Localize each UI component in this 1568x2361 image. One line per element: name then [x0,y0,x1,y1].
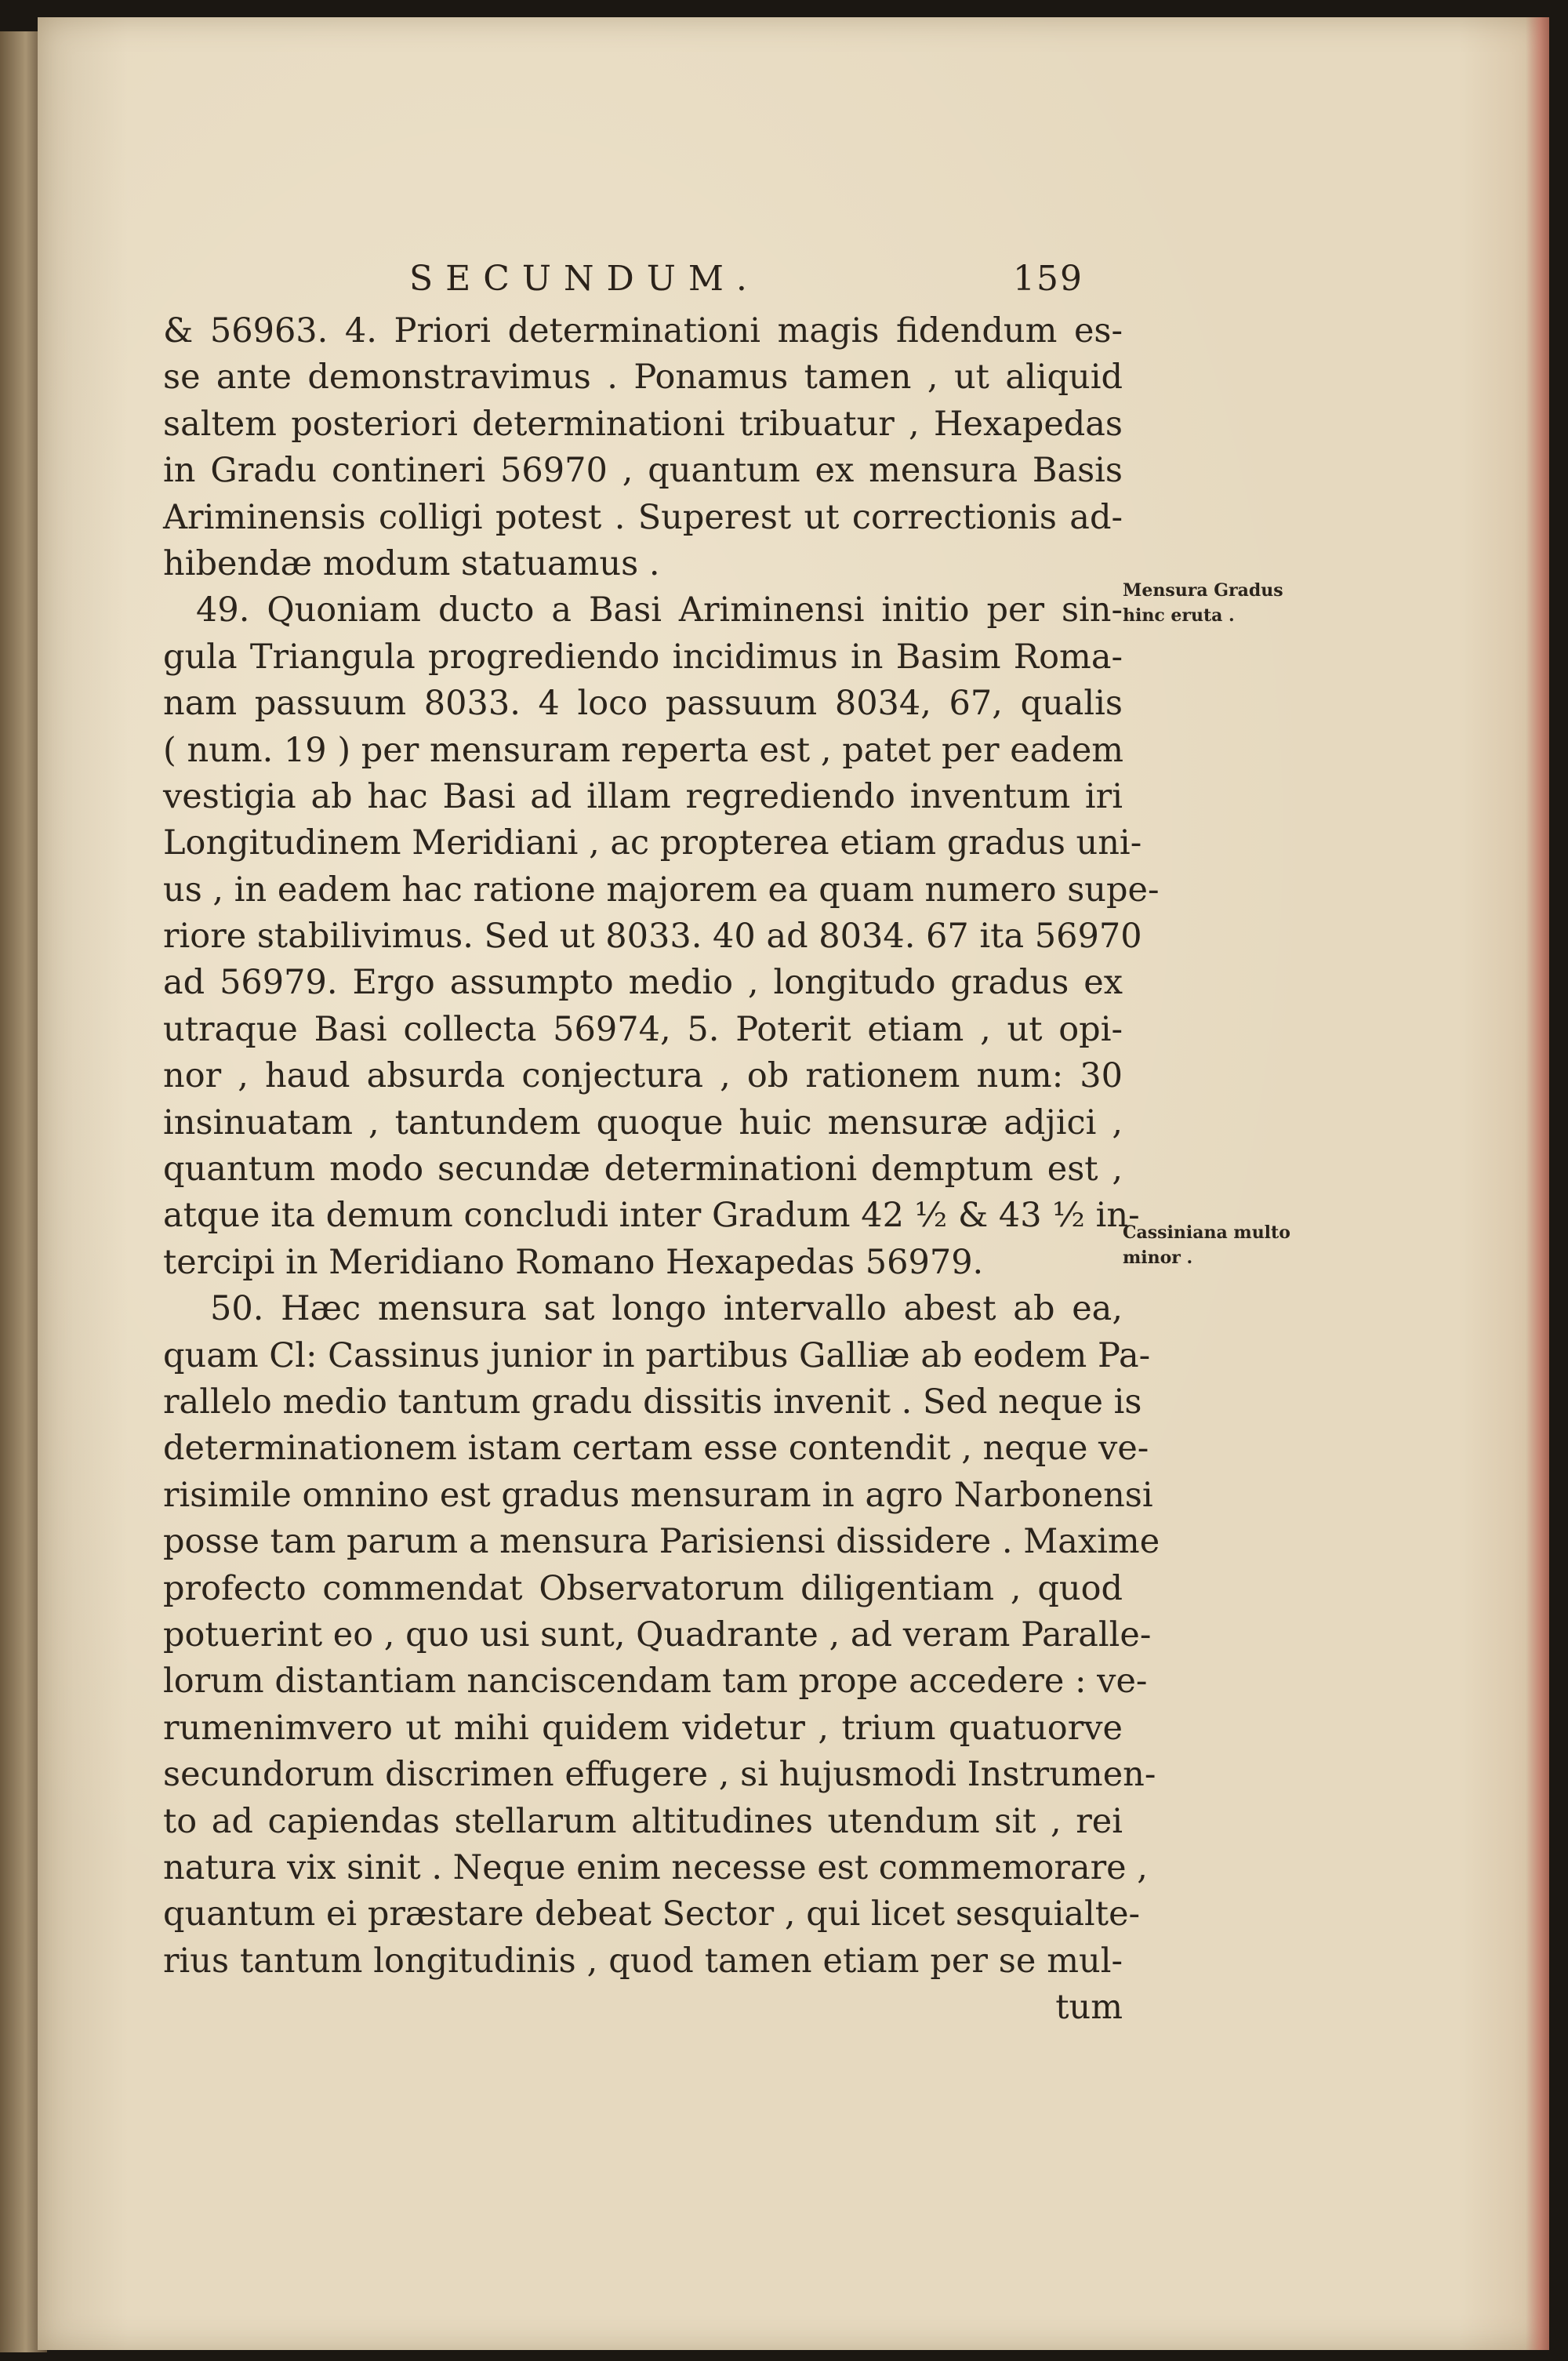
text-line: secundorum discrimen effugere , si hujusmodi Instrumen- [163,1755,1156,1795]
text-line: rumenimvero ut mihi quidem videtur , trium quatuorve [163,1708,1123,1748]
text-line: Longitudinem Meridiani , ac propterea etiam gradus uni- [163,823,1142,863]
text-line: posse tam parum a mensura Parisiensi dissidere . Maxime [163,1522,1160,1562]
text-line: Ariminensis colligi potest . Superest ut correctionis ad- [163,497,1123,537]
text-line: profecto commendat Observatorum diligentiam , quod [163,1568,1123,1608]
text-line: saltem posteriori determinationi tribuatur , Hexapedas [163,404,1123,444]
text-line: gula Triangula progrediendo incidimus in Basim Roma- [163,637,1123,677]
text-line: ad 56979. Ergo assumpto medio , longitudo gradus ex [163,963,1123,1003]
page-number: 159 [1013,259,1083,299]
paragraph-50-start: 50. Hæc mensura sat longo intervallo abest ab ea, [210,1289,1123,1329]
text-line: natura vix sinit . Neque enim necesse est commemorare , [163,1847,1148,1887]
text-line: in Gradu contineri 56970 , quantum ex mensura Basis [163,451,1123,491]
bleed-through-marks [1284,392,1378,439]
text-line: quantum ei præstare debeat Sector , qui licet sesquialte- [163,1894,1141,1934]
paragraph-49-start: 49. Quoniam ducto a Basi Ariminensi initio per sin- [196,590,1123,630]
text-line: rius tantum longitudinis , quod tamen etiam per se mul- [163,1941,1123,1981]
text-line: vestigia ab hac Basi ad illam regrediendo inventum iri [163,776,1123,816]
text-line: insinuatam , tantundem quoque huic mensuræ adjici , [163,1102,1123,1142]
catchword: tum [1055,1988,1123,2028]
text-line: to ad capiendas stellarum altitudines utendum sit , rei [163,1801,1123,1841]
marginal-note-mensura [1123,578,1319,628]
marginal-note-line: hinc eruta . [1123,605,1235,626]
text-line: se ante demonstravimus . Ponamus tamen , ut aliquid [163,358,1123,398]
text-line: utraque Basi collecta 56974, 5. Poterit etiam , ut opi- [163,1009,1123,1049]
text-line: nam passuum 8033. 4 loco passuum 8034, 67, qualis [163,684,1123,724]
marginal-note-cassiniana [1123,1220,1319,1270]
marginal-note-line: Mensura Gradus [1123,580,1283,601]
text-line: tercipi in Meridiano Romano Hexapedas 56979. [163,1242,984,1282]
text-line: ( num. 19 ) per mensuram reperta est , patet per eadem [163,730,1124,770]
text-line: & 56963. 4. Priori determinationi magis fidendum es- [163,311,1123,351]
text-line: quantum modo secundæ determinationi demptum est , [163,1150,1123,1190]
marginal-note-line: minor . [1123,1248,1193,1268]
text-line: riore stabilivimus. Sed ut 8033. 40 ad 8034. 67 ita 56970 [163,917,1142,957]
text-line: us , in eadem hac ratione majorem ea quam numero supe- [163,870,1160,910]
running-title: SECUNDUM. [409,259,760,299]
marginal-note-line: Cassiniana multo [1123,1222,1290,1243]
text-line: nor , haud absurda conjectura , ob rationem num: 30 [163,1056,1123,1096]
text-line: quam Cl: Cassinus junior in partibus Galliæ ab eodem Pa- [163,1335,1151,1375]
text-line: hibendæ modum statuamus . [163,543,660,583]
text-line: determinationem istam certam esse contendit , neque ve- [163,1429,1149,1469]
text-line: lorum distantiam nanciscendam tam prope accedere : ve- [163,1662,1148,1702]
text-line: potuerint eo , quo usi sunt, Quadrante , ad veram Paralle- [163,1615,1152,1655]
text-line: rallelo medio tantum gradu dissitis invenit . Sed neque is [163,1382,1142,1422]
running-head [409,259,1115,306]
text-line: atque ita demum concludi inter Gradum 42 ½ & 43 ½ in- [163,1196,1140,1236]
page-fore-edge [1526,17,1549,2350]
text-line: risimile omnino est gradus mensuram in agro Narbonensi [163,1475,1153,1515]
